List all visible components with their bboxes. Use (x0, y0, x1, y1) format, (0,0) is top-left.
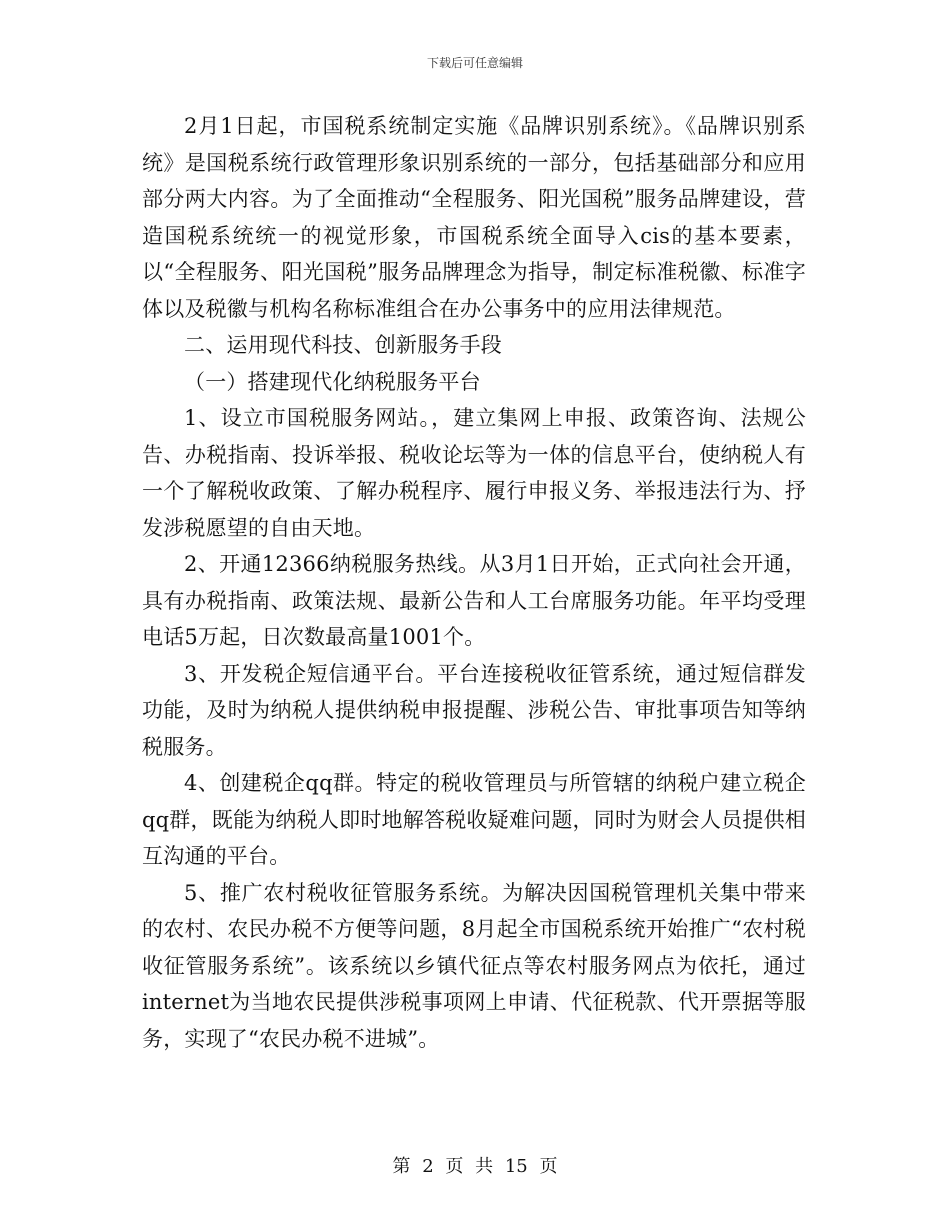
page-header: 下载后可任意编辑 (426, 56, 523, 70)
paragraph-item-5: 5、推广农村税收征管服务系统。为解决因国税管理机关集中带来的农村、农民办税不方便等问题，8月起全市国税系统开始推广“农村税收征管服务系统”。该系统以乡镇代征点等农村服务网点为依托，通过internet为当地农民提供涉税事项网上申请、代征税款、代开票据等服务，实现了“农民办税不进城”。 (142, 880, 806, 1051)
section-heading: 二、运用现代科技、创新服务手段 (184, 333, 502, 357)
document-body (142, 108, 806, 1057)
subsection-heading: （一）搭建现代化纳税服务平台 (184, 369, 481, 394)
paragraph-item-4: 4、创建税企qq群。特定的税收管理员与所管辖的纳税户建立税企qq群，既能为纳税人即时地解答税收疑难问题，同时为财会人员提供相互沟通的平台。 (142, 771, 806, 868)
page-footer: 第 2 页 共 15 页 (392, 1156, 558, 1177)
paragraph-item-3: 3、开发税企短信通平台。平台连接税收征管系统，通过短信群发功能，及时为纳税人提供纳税申报提醒、涉税公告、审批事项告知等纳税服务。 (142, 661, 806, 759)
paragraph-item-2: 2、开通12366纳税服务热线。从3月1日开始，正式向社会开通，具有办税指南、政策法规、最新公告和人工台席服务功能。年平均受理电话5万起，日次数最高量1001个。 (142, 552, 806, 649)
paragraph-brand-system: 2月1日起，市国税系统制定实施《品牌识别系统》。《品牌识别系统》是国税系统行政管理形象识别系统的一部分，包括基础部分和应用部分两大内容。为了全面推动“全程服务、阳光国税”服务品牌建设，营造国税系统统一的视觉形象，市国税系统全面导入cis的基本要素，以“全程服务、阳光国税”服务品牌理念为指导，制定标准税徽、标准字体以及税徽与机构名称标准组合在办公事务中的应用法律规范。 (142, 114, 806, 321)
paragraph-item-1: 1、设立市国税服务网站。，建立集网上申报、政策咨询、法规公告、办税指南、投诉举报、税收论坛等为一体的信息平台，使纳税人有一个了解税收政策、了解办税程序、履行申报义务、举报违法行为、抒发涉税愿望的自由天地。 (142, 406, 806, 540)
